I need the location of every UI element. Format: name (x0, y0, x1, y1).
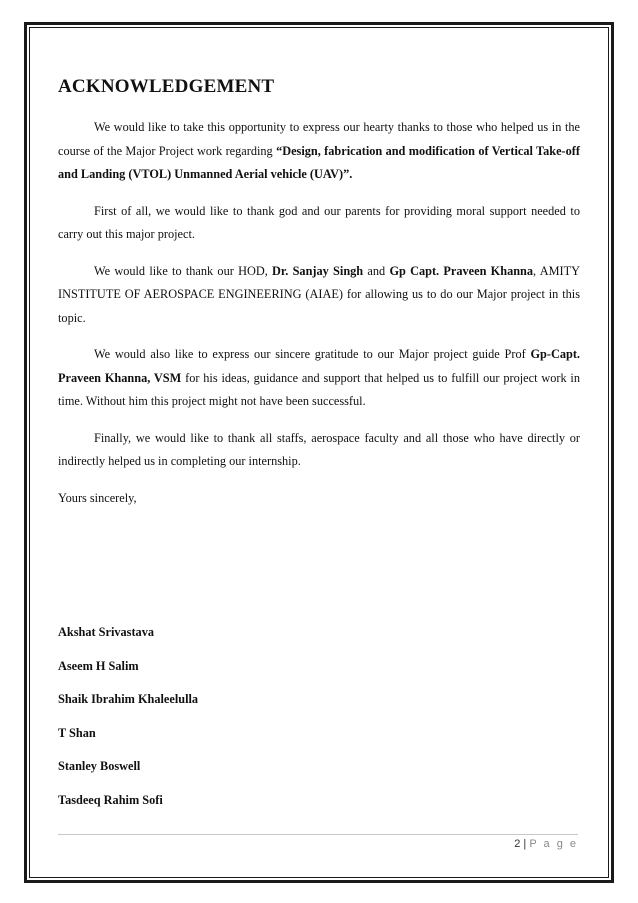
guide-name: Gp-Capt. Praveen Khanna, VSM (58, 347, 580, 385)
signatory-name: Tasdeeq Rahim Sofi (58, 792, 163, 807)
page-number: 2 (514, 838, 521, 850)
signatory-name: Stanley Boswell (58, 759, 141, 773)
page-label: P a g e (529, 838, 578, 850)
signatory-name: Akshat Srivastava (58, 625, 154, 639)
project-title: “Design, fabrication and modification of Vertical Take-off and Landing (VTOL) Unmanned Aerial vehicle (UAV)”. (58, 143, 580, 181)
signatories-list (58, 625, 458, 826)
paragraph-3: We would like to thank our HOD, Dr. Sanjay Singh and Gp Capt. Praveen Khanna, AMITY INSTITUTE OF AEROSPACE ENGINEERING (AIAE) for allowing us to do our Major project in this topic. (58, 263, 580, 325)
closing-line: Yours sincerely, (58, 490, 137, 505)
signatory-name: Aseem H Salim (58, 658, 139, 673)
page-title: ACKNOWLEDGEMENT (58, 76, 275, 97)
page-footer (514, 838, 578, 850)
hod-name: Dr. Sanjay Singh (272, 263, 364, 278)
signatory-name: T Shan (58, 725, 96, 740)
signatory-name: Shaik Ibrahim Khaleelulla (58, 692, 199, 706)
footer-separator: | (523, 838, 527, 850)
paragraph-1: We would like to take this opportunity to express our hearty thanks to those who helped us in the course of the Major Project work regarding “Design, fabrication and modification of Vertical Take-off and Landing (VTOL) Unmanned Aerial vehicle (UAV)”. (58, 120, 580, 181)
footer-divider (58, 834, 578, 835)
paragraph-5: Finally, we would like to thank all staffs, aerospace faculty and all those who have directly or indirectly helped us in completing our internship. (58, 430, 580, 468)
document-body (58, 76, 580, 523)
paragraph-4: We would also like to express our sincere gratitude to our Major project guide Prof Gp-Capt. Praveen Khanna, VSM for his ideas, guidance and support that helped us to fulfill our project work in time. Without him this project might not have been successful. (58, 347, 580, 408)
director-name: Gp Capt. Praveen Khanna (389, 263, 534, 278)
paragraph-2: First of all, we would like to thank god and our parents for providing moral support needed to carry out this major project. (58, 203, 580, 241)
